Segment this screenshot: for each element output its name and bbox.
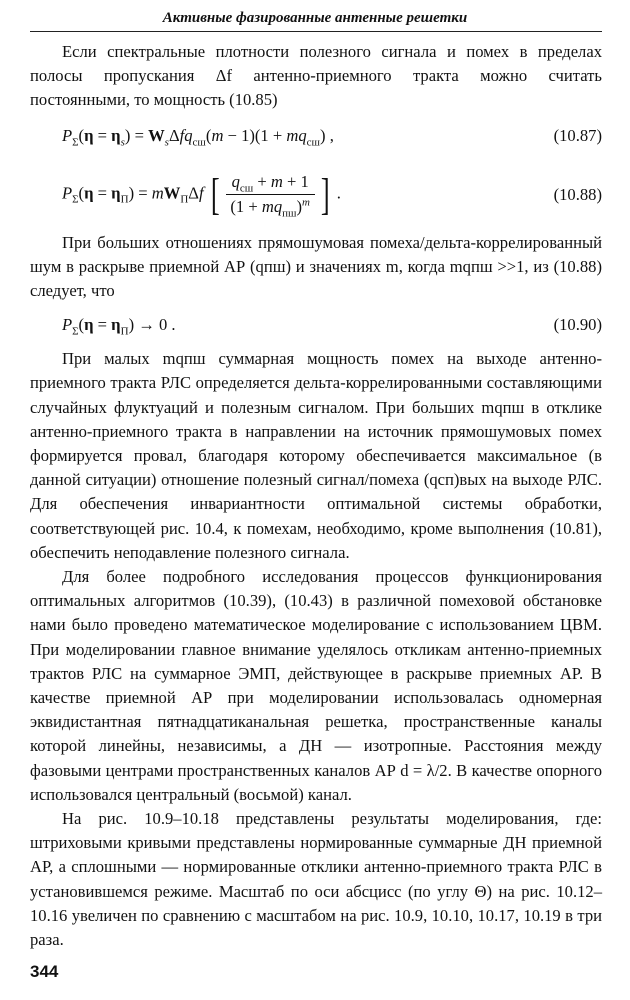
equation-10-90-formula: $P_\Sigma(\eta = \eta_П) \to 0$ . — [62, 315, 176, 338]
equation-number-10-88: (10.88) — [553, 184, 602, 204]
page-body — [30, 40, 602, 952]
equation-10-88 — [30, 159, 602, 231]
equation-number-10-90: (10.90) — [553, 315, 602, 335]
paragraph-4: Для более подробного исследования процессов функционирования оптимальных алгоритмов (10.39), (10.43) в различной помеховой обстановке нами было проведено математическое моделирование с использованием ЦВМ. При моделировании главное внимание уделялось откликам антенно-приемных трактов РЛС на суммарное ЭМП, действующее в раскрыве приемных АР. В качестве приемной АР при моделировании использовалась одномерная эквидистантная пятнадцатиканальная решетка, пространственные каналы которой линейны, независимы, а ДН — изотропные. Расстояния между фазовыми центрами пространственных каналов АР d = λ/2. В качестве опорного использовался центральный (восьмой) канал. — [30, 567, 602, 804]
paragraph-3: При малых mqпш суммарная мощность помех на выходе антенно-приемного тракта РЛС определяется дельта-коррелированными составляющими случайных флуктуаций и полезным сигналом. При больших mqпш в отклике антенно-приемного тракта в направлении на источник прямошумовых помех формируется провал, благодаря которому обеспечивается максимальное (в данной ситуации) отношение полезный сигнал/помеха (qсп)вых на выходе РЛС. Для обеспечения инвариантности оптимальной системы обработки, соответствующей рис. 10.4, к помехам, необходимо, кроме выполнения (10.81), обеспечить неподавление полезного сигнала. — [30, 349, 602, 562]
header-rule — [30, 31, 602, 32]
page-number: 344 — [30, 962, 59, 981]
paragraph-2: При больших отношениях прямошумовая помеха/дельта-коррелированный шум в раскрыве приемной АР (qпш) и значениях m, когда mqпш >>1, из (10.88) следует, что — [30, 232, 602, 301]
equation-10-88-formula: $P_\Sigma(\eta = \eta_П) = mW_П\Delta f$ [ $\frac{q_{сш} + m + 1}{(1 + mq_{пш})^m}$ ] . — [62, 169, 341, 220]
equation-10-87-formula: $P_\Sigma(\eta = \eta_s) = W_s\Delta fq_{сш}(m - 1)(1 + mq_{сш})$ , — [62, 125, 334, 148]
paragraph-1: Если спектральные плотности полезного сигнала и помех в пределах полосы пропускания Δf антенно-приемного тракта можно считать постоянными, то мощность (10.85) — [30, 42, 602, 110]
equation-10-90 — [30, 303, 602, 347]
paragraph-5: На рис. 10.9–10.18 представлены результаты моделирования, где: штриховыми кривыми представлены нормированные суммарные ДН приемной АР, а сплошными — нормированные отклики антенно-приемного тракта РЛС в установившемся режиме. Масштаб по оси абсцисс (по углу Θ) на рис. 10.12–10.16 увеличен по сравнению с масштабом на рис. 10.9, 10.10, 10.17, 10.19 в три раза. — [30, 809, 602, 950]
running-header: Активные фазированные антенные решетки — [162, 10, 468, 26]
equation-number-10-87: (10.87) — [553, 125, 602, 145]
equation-10-87 — [30, 113, 602, 159]
